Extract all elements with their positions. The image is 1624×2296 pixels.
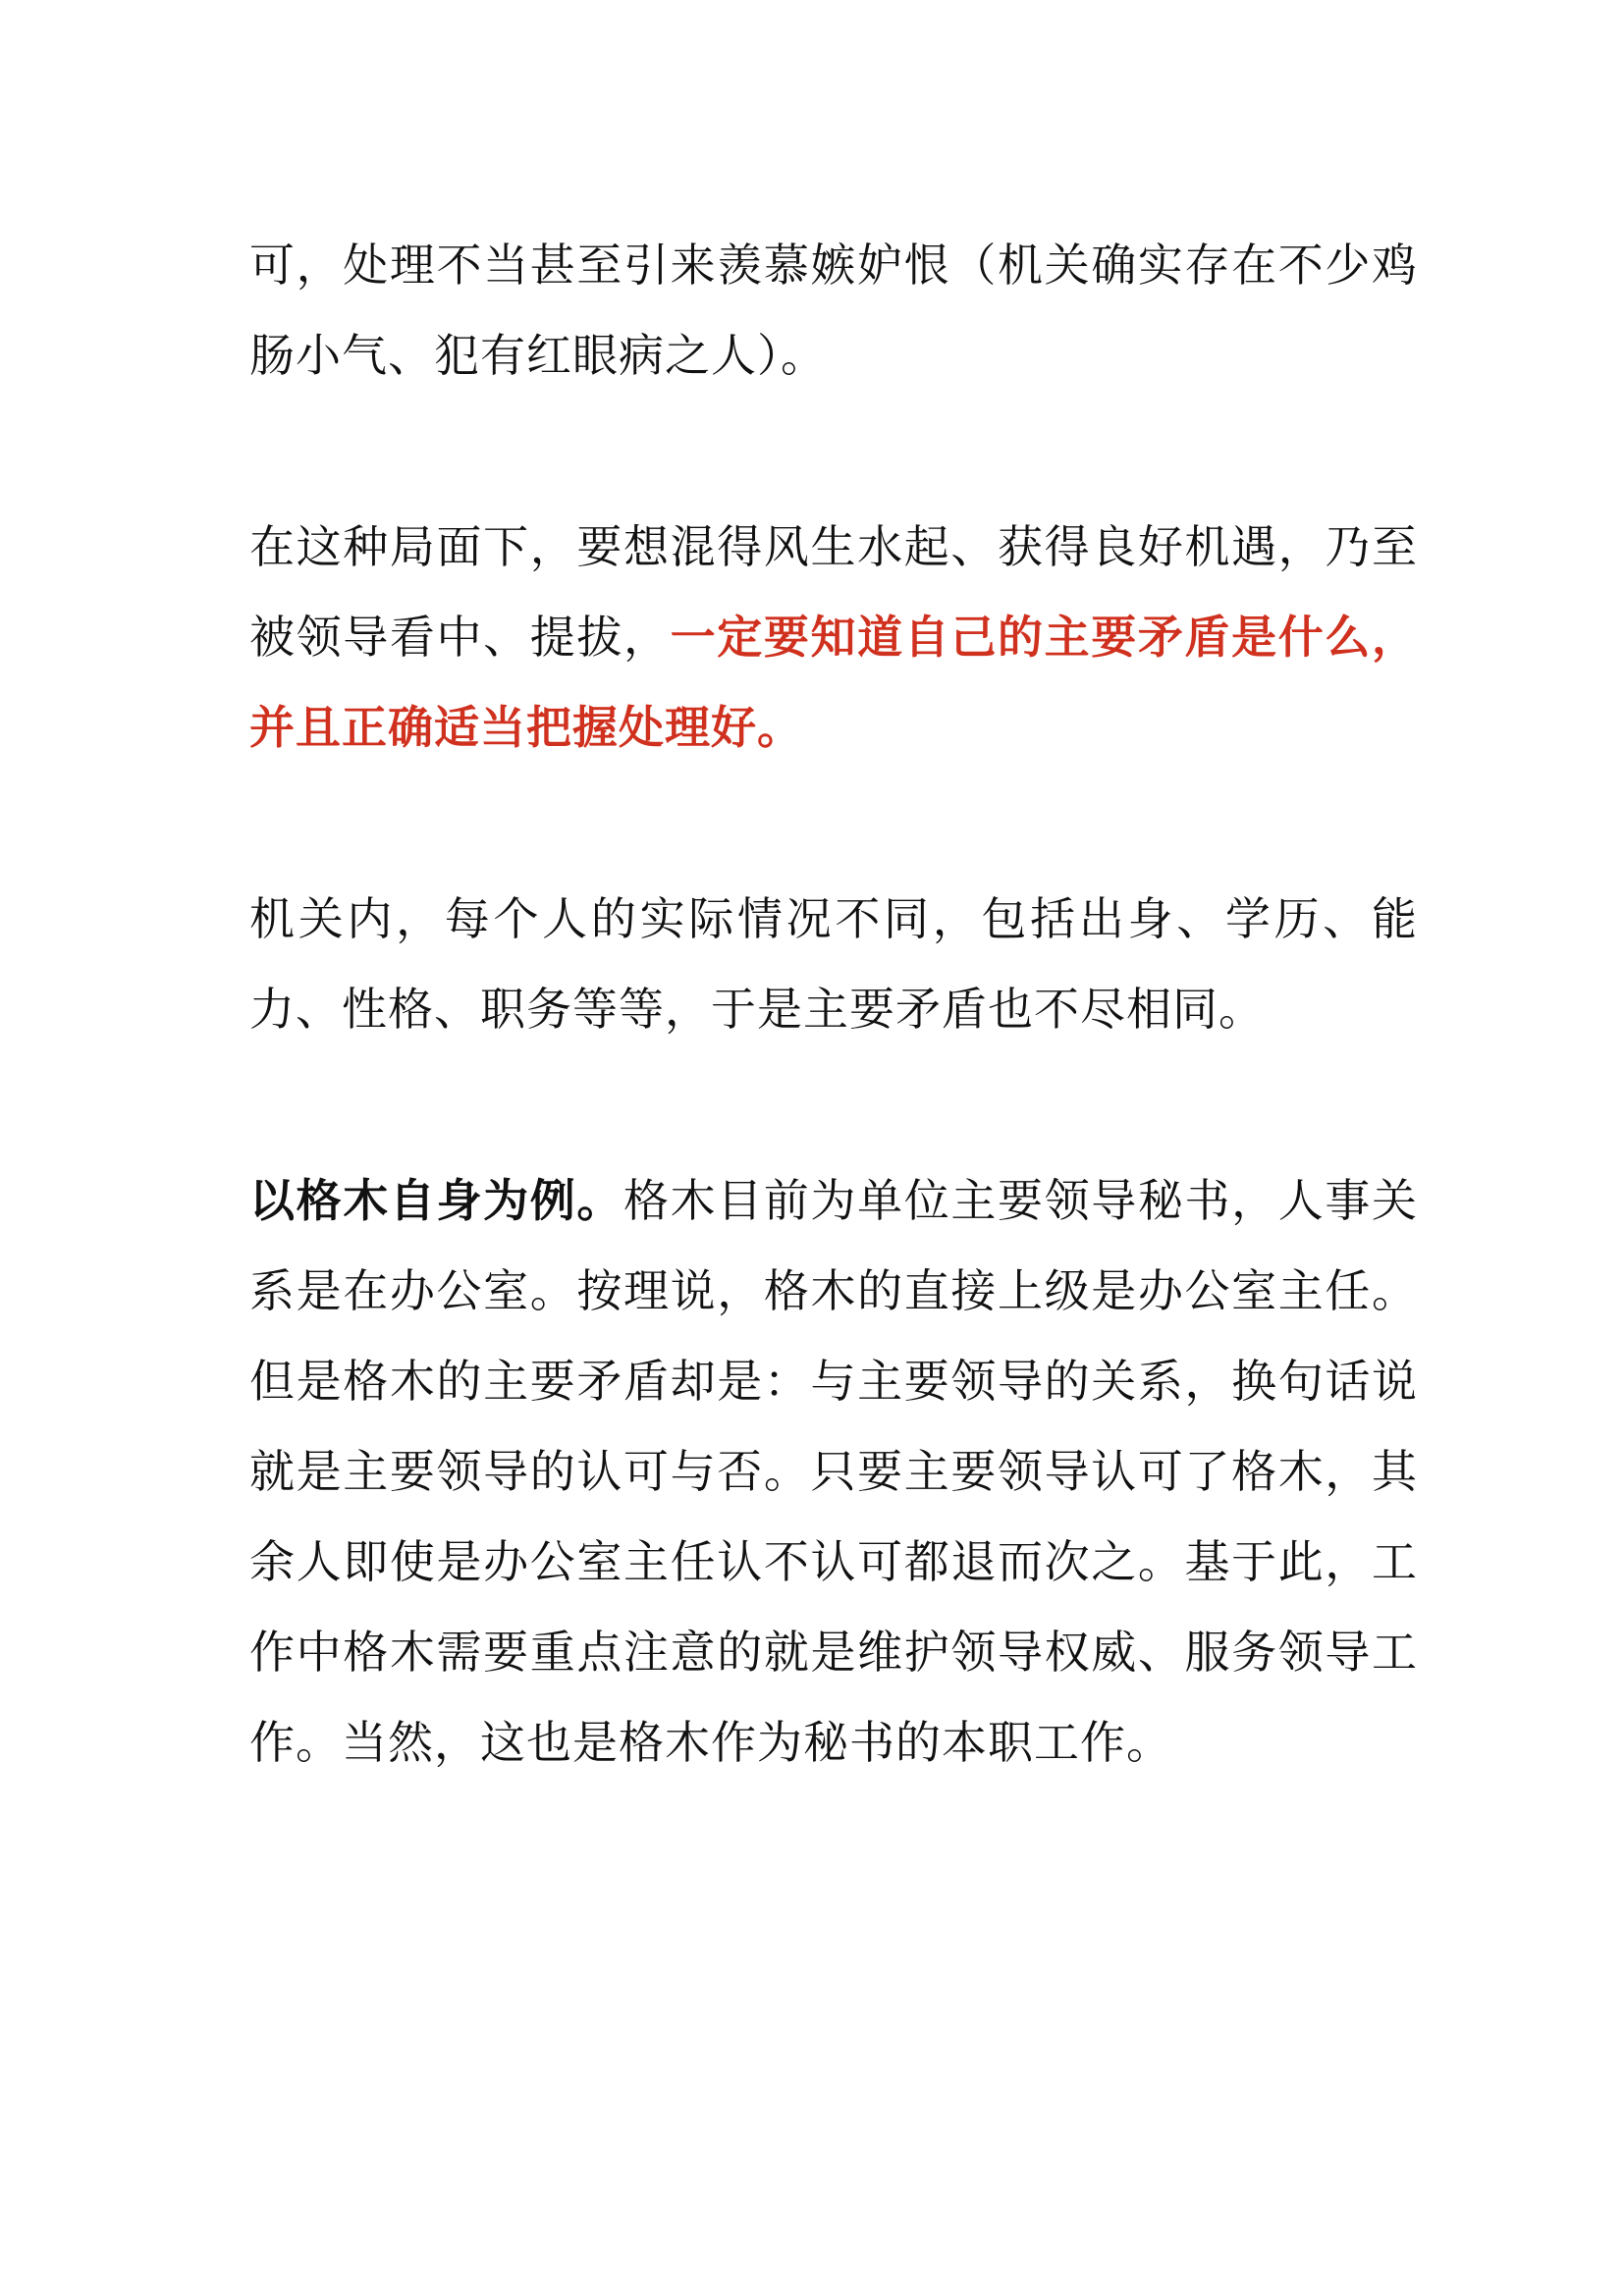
paragraph-2-text: 在这种局面下，要想混得风生水起、获得良好机遇，乃至被领导看中、提拔， xyxy=(249,520,1418,664)
document-page xyxy=(249,220,1418,1788)
paragraph-3 xyxy=(249,874,1418,1054)
paragraph-3-text: 机关内，每个人的实际情况不同，包括出身、学历、能力、性格、职务等等，于是主要矛盾也不尽相同。 xyxy=(249,892,1418,1036)
paragraph-2-highlight: 一定要知道自己的主要矛盾是什么，并且正确适当把握处理好。 xyxy=(249,611,1418,754)
paragraph-4-lead: 以格木自身为例。 xyxy=(249,1174,623,1227)
paragraph-4 xyxy=(249,1155,1418,1788)
paragraph-1-text: 可，处理不当甚至引来羡慕嫉妒恨（机关确实存在不少鸡肠小气、犯有红眼病之人）。 xyxy=(249,239,1418,382)
paragraph-1 xyxy=(249,220,1418,400)
paragraph-2 xyxy=(249,502,1418,773)
paragraph-4-text: 格木目前为单位主要领导秘书，人事关系是在办公室。按理说，格木的直接上级是办公室主任。但是格木的主要矛盾却是：与主要领导的关系，换句话说就是主要领导的认可与否。只要主要领导认可了格木，其余人即使是办公室主任认不认可都退而次之。基于此，工作中格木需要重点注意的就是维护领导权威、服务领导工作。当然，这也是格木作为秘书的本职工作。 xyxy=(249,1174,1418,1769)
